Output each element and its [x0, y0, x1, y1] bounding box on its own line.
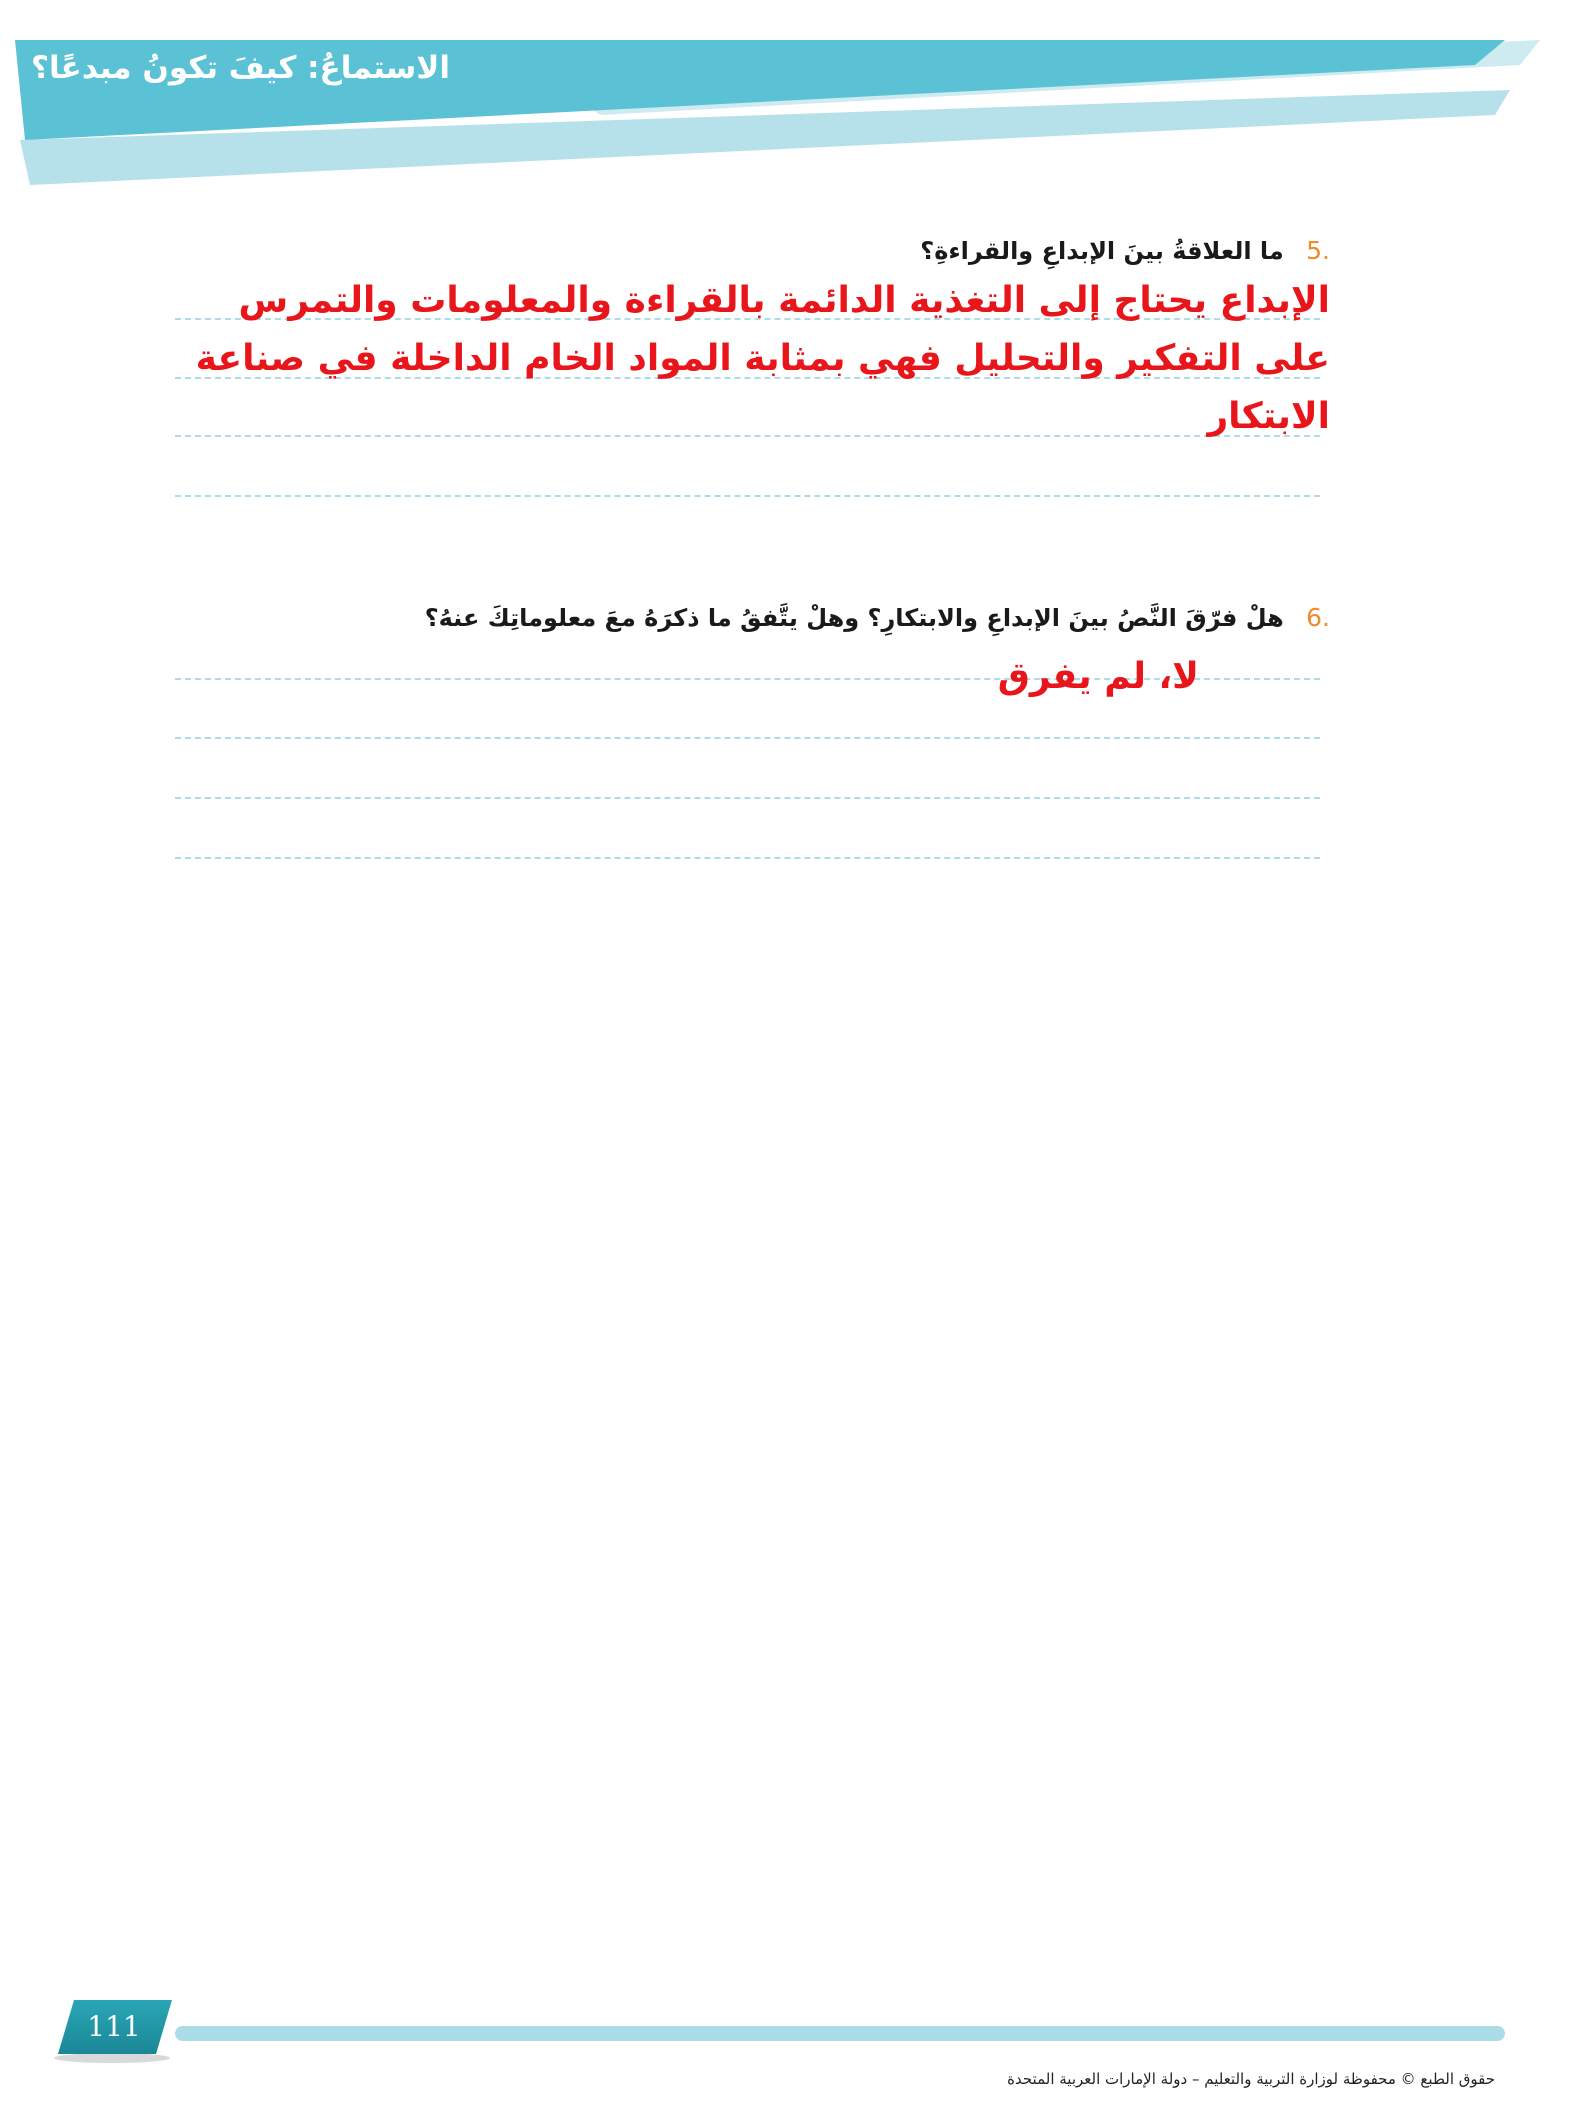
question-5 — [180, 236, 1330, 265]
answer-line — [175, 737, 1320, 739]
answer-line — [175, 495, 1320, 497]
question-number: .5 — [1306, 236, 1330, 265]
question-6 — [180, 603, 1330, 632]
copyright-notice: حقوق الطبع © محفوظة لوزارة التربية والتعليم – دولة الإمارات العربية المتحدة — [1007, 2070, 1495, 2088]
question-number: .6 — [1306, 603, 1330, 632]
answer-6: لا، لم يفرق — [997, 656, 1199, 697]
answer-line — [175, 797, 1320, 799]
page-number: 111 — [87, 2010, 141, 2043]
page-title: الاستماعُ: كيفَ تكونُ مبدعًا؟ — [31, 50, 450, 86]
footer-bar — [175, 2026, 1505, 2041]
answer-5: الإبداع يحتاج إلى التغذية الدائمة بالقراءة والمعلومات والتمرس على التفكير والتحليل فهي بمثابة المواد الخام الداخلة في صناعة الابتكار — [195, 280, 1330, 437]
answer-line — [175, 857, 1320, 859]
header-banner — [0, 0, 1575, 200]
question-text: ما العلاقةُ بينَ الإبداعِ والقراءةِ؟ — [920, 237, 1284, 265]
question-text: هلْ فرّقَ النَّصُ بينَ الإبداعِ والابتكارِ؟ وهلْ يتَّفقُ ما ذكرَهُ معَ معلوماتِكَ عنهُ؟ — [424, 604, 1284, 632]
